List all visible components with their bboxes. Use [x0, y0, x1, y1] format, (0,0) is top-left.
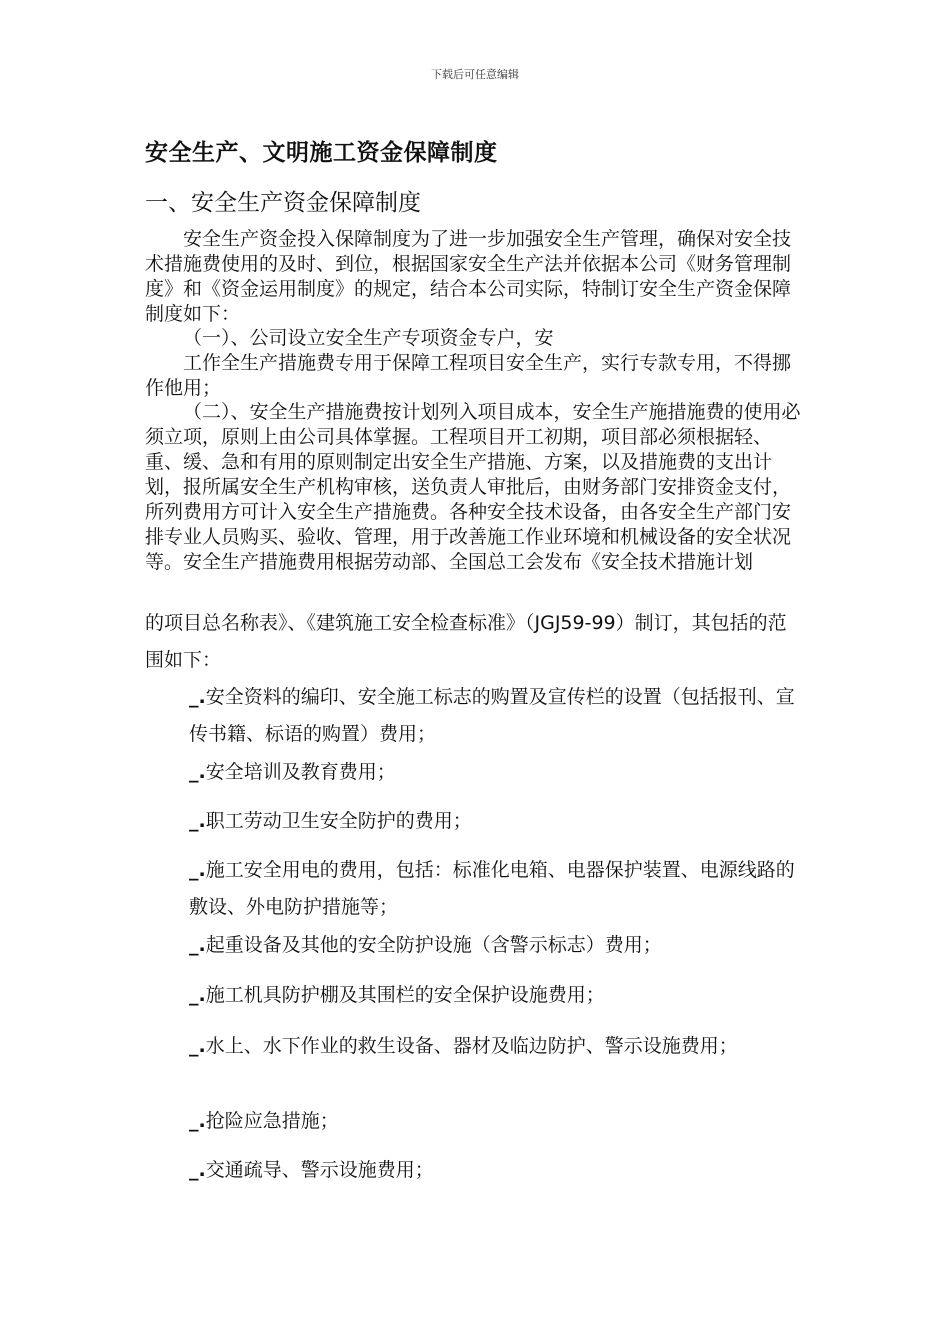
list-item-text: 职工劳动卫生安全防护的费用；	[205, 810, 472, 832]
list-item-text: 交通疏导、警示设施费用；	[205, 1159, 434, 1181]
bullet-marker: _.	[189, 761, 206, 783]
clause-two-paragraph: （二）、安全生产措施费按计划列入项目成本，安全生产施措施费的使用必须立项，原则上由公司具体掌握。工程项目开工初期，项目部必须根据轻、重、缓、急和有用的原则制定出安全生产措施、方案，以及措施费的支出计划，报所属安全生产机构审核，送负责人审批后，由财务部门安排资金支付，所列费用方可计入安全生产措施费。各种安全技术设备，由各安全生产部门安排专业人员购买、验收、管理，用于改善施工作业环境和机械设备的安全状况等。安全生产措施费用根据劳动部、全国总工会发布《安全技术措施计划	[145, 401, 801, 573]
clause-one-block	[145, 326, 805, 401]
bullet-marker: _.	[189, 934, 206, 956]
list-item-text: 安全培训及教育费用；	[205, 761, 396, 783]
clause-one-line2: 工作全生产措施费专用于保障工程项目安全生产，实行专款专用，不得挪作他用；	[145, 352, 792, 399]
bullet-marker: _.	[189, 859, 206, 881]
list-item	[145, 1152, 805, 1189]
list-item-text: 施工安全用电的费用，包括：标准化电箱、电器保护装置、电源线路的敷设、外电防护措施等；	[189, 859, 795, 918]
clause-two-block	[145, 400, 805, 575]
list-item-text: 抢险应急措施；	[205, 1110, 339, 1132]
clause-two-continuation-block	[145, 605, 805, 679]
list-item	[145, 927, 805, 964]
list-item	[145, 1103, 805, 1140]
clause-one-line1: （一）、公司设立安全生产专项资金专户，安	[183, 327, 554, 349]
list-item-text: 水上、水下作业的救生设备、器材及临边防护、警示设施费用；	[205, 1035, 738, 1057]
document-title: 安全生产、文明施工资金保障制度	[145, 140, 498, 166]
list-item	[145, 679, 805, 753]
list-item	[145, 852, 805, 926]
intro-paragraph: 安全生产资金投入保障制度为了进一步加强安全生产管理，确保对安全技术措施费使用的及时、到位，根据国家安全生产法并依据本公司《财务管理制度》和《资金运用制度》的规定，结合本公司实际，特制订安全生产资金保障制度如下：	[145, 228, 792, 325]
clause-two-continuation: 的项目总名称表》、《建筑施工安全检查标准》（JGJ59-99）制订，其包括的范围如下：	[145, 612, 787, 671]
bullet-marker: _.	[189, 1110, 206, 1132]
header-note: 下载后可任意编辑	[431, 68, 519, 81]
bullet-marker: _.	[189, 810, 206, 832]
list-item	[145, 803, 805, 840]
bullet-marker: _.	[189, 984, 206, 1006]
list-item-text: 起重设备及其他的安全防护设施（含警示标志）费用；	[205, 934, 662, 956]
list-item-text: 施工机具防护棚及其围栏的安全保护设施费用；	[205, 984, 605, 1006]
intro-block	[145, 227, 805, 327]
bullet-marker: _.	[189, 1159, 206, 1181]
list-item	[145, 754, 805, 791]
bullet-marker: _.	[189, 686, 206, 708]
list-item	[145, 1028, 805, 1065]
section-heading: 一、安全生产资金保障制度	[145, 190, 421, 216]
bullet-marker: _.	[189, 1035, 206, 1057]
list-item	[145, 977, 805, 1014]
list-item-text: 安全资料的编印、安全施工标志的购置及宣传栏的设置（包括报刊、宣传书籍、标语的购置）费用；	[189, 686, 795, 745]
